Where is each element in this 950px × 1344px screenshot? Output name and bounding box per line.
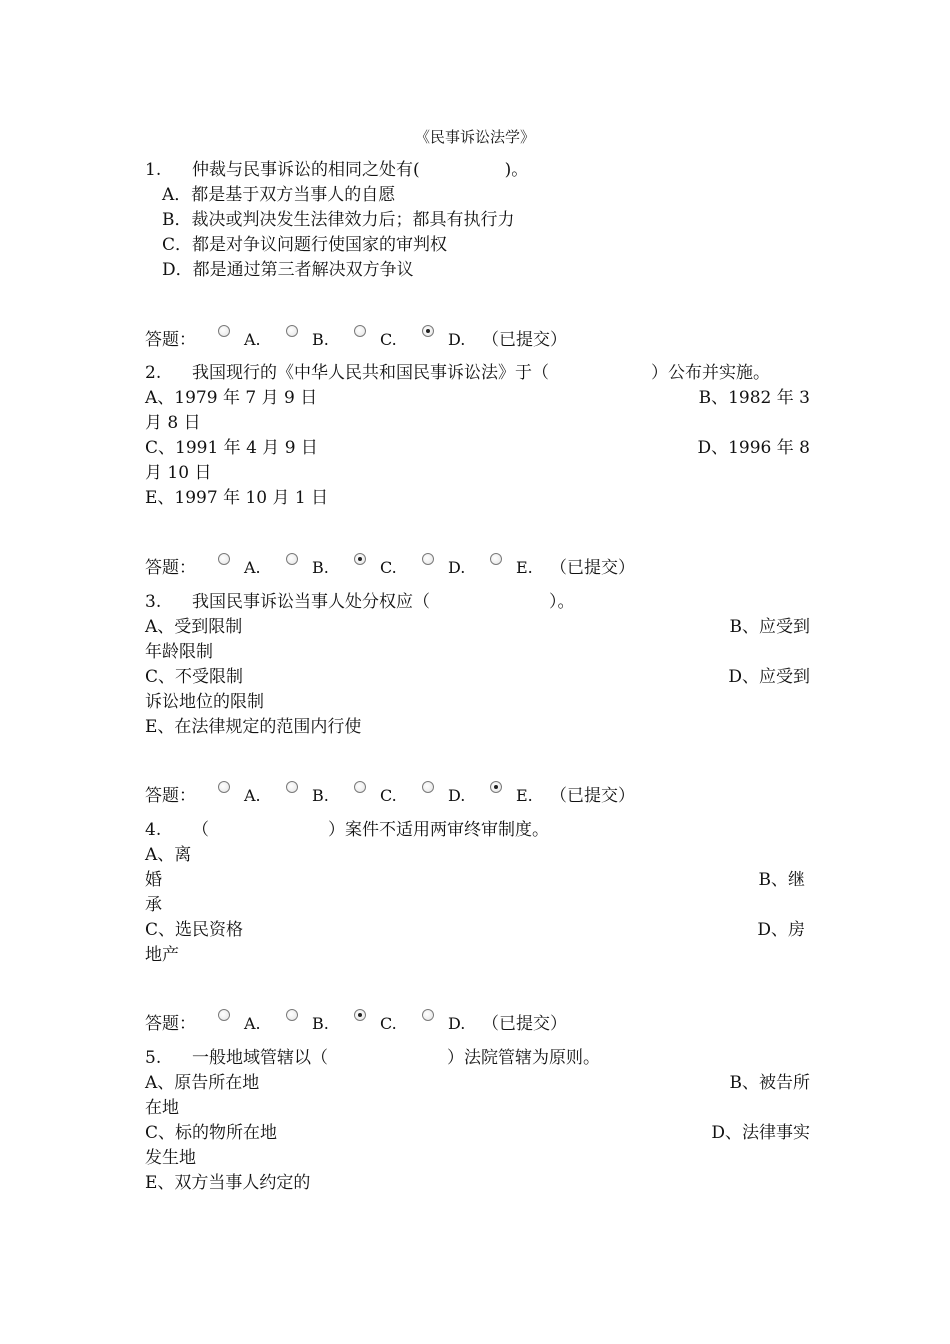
answer-row-4: 答题： A. B. C. D. （已提交） (145, 1011, 567, 1037)
option-d: D、房 (757, 920, 805, 940)
question-text: 我国民事诉讼当事人处分权应（ ）。 (192, 592, 575, 612)
question-text: 仲裁与民事诉讼的相同之处有( )。 (192, 160, 529, 180)
submitted-status: （已提交） (482, 1014, 567, 1034)
option-d: D、1996 年 8 (697, 438, 810, 458)
question-number: 3. (145, 592, 162, 612)
answer-row-1: 答题： A. B. C. D. （已提交） (145, 327, 567, 353)
answer-row-2: 答题： A. B. C. D. E. （已提交） (145, 555, 635, 581)
option-row (145, 615, 810, 640)
radio-e[interactable] (490, 553, 502, 565)
option-d: D、法律事实 (711, 1123, 810, 1143)
option-c: C、选民资格 (145, 920, 244, 940)
option-a: A．都是基于双方当事人的自愿 (162, 185, 396, 205)
option-d: D、应受到 (728, 667, 810, 687)
question-4 (145, 818, 810, 843)
option-c: C、不受限制 (145, 667, 244, 687)
option-c: C．都是对争议问题行使国家的审判权 (162, 235, 448, 255)
question-number: 1. (145, 160, 162, 180)
option-b-continued: 承 (145, 895, 162, 915)
option-e: E、1997 年 10 月 1 日 (145, 488, 329, 508)
option-row (145, 665, 810, 690)
option-b-continued: 在地 (145, 1098, 179, 1118)
option-e: E、在法律规定的范围内行使 (145, 717, 362, 737)
option-e: E、双方当事人约定的 (145, 1173, 311, 1193)
option-a: A、受到限制 (145, 617, 243, 637)
radio-b[interactable] (286, 553, 298, 565)
option-d-continued: 发生地 (145, 1148, 196, 1168)
radio-a[interactable] (218, 325, 230, 337)
option-row (145, 436, 810, 461)
question-5 (145, 1046, 810, 1071)
radio-c[interactable] (354, 781, 366, 793)
answer-label: 答题： (145, 1014, 196, 1034)
question-1 (145, 158, 810, 183)
question-number: 5. (145, 1048, 162, 1068)
radio-c[interactable] (354, 1009, 366, 1021)
radio-d[interactable] (422, 781, 434, 793)
radio-d[interactable] (422, 1009, 434, 1021)
radio-b[interactable] (286, 325, 298, 337)
option-b: B、继 (758, 870, 805, 890)
radio-a[interactable] (218, 781, 230, 793)
option-row (145, 918, 810, 943)
radio-c[interactable] (354, 325, 366, 337)
answer-label: 答题： (145, 330, 196, 350)
option-d: D．都是通过第三者解决双方争议 (162, 260, 414, 280)
option-row (145, 868, 810, 893)
radio-c[interactable] (354, 553, 366, 565)
answer-label: 答题： (145, 786, 196, 806)
option-b: B、1982 年 3 (698, 388, 810, 408)
radio-d[interactable] (422, 325, 434, 337)
option-d-continued: 地产 (145, 945, 179, 965)
option-c: C、标的物所在地 (145, 1123, 278, 1143)
option-b-continued: 年龄限制 (145, 642, 213, 662)
question-2 (145, 361, 810, 386)
option-d-continued: 月 10 日 (145, 463, 212, 483)
option-row (145, 386, 810, 411)
option-a: A、1979 年 7 月 9 日 (145, 388, 318, 408)
question-text: （ ）案件不适用两审终审制度。 (192, 820, 549, 840)
question-number: 4. (145, 820, 162, 840)
option-row (145, 1071, 810, 1096)
option-a: A、原告所在地 (145, 1073, 260, 1093)
question-text: 一般地域管辖以（ ）法院管辖为原则。 (192, 1048, 600, 1068)
option-row (145, 1121, 810, 1146)
option-b-continued: 月 8 日 (145, 413, 201, 433)
option-b: B、应受到 (729, 617, 810, 637)
option-b: B、被告所 (729, 1073, 810, 1093)
question-text: 我国现行的《中华人民共和国民事诉讼法》于（ ）公布并实施。 (192, 363, 770, 383)
submitted-status: （已提交） (550, 786, 635, 806)
radio-d[interactable] (422, 553, 434, 565)
radio-b[interactable] (286, 1009, 298, 1021)
document-title: 《民事诉讼法学》 (414, 128, 535, 146)
radio-a[interactable] (218, 553, 230, 565)
question-number: 2. (145, 363, 162, 383)
answer-label: 答题： (145, 558, 196, 578)
option-b: B．裁决或判决发生法律效力后；都具有执行力 (162, 210, 515, 230)
option-d-continued: 诉讼地位的限制 (145, 692, 264, 712)
option-c: C、1991 年 4 月 9 日 (145, 438, 318, 458)
answer-row-3: 答题： A. B. C. D. E. （已提交） (145, 783, 635, 809)
question-3 (145, 590, 810, 615)
option-a: A、离 (145, 845, 192, 865)
radio-e[interactable] (490, 781, 502, 793)
radio-b[interactable] (286, 781, 298, 793)
radio-a[interactable] (218, 1009, 230, 1021)
option-a-continued: 婚 (145, 870, 162, 890)
submitted-status: （已提交） (482, 330, 567, 350)
submitted-status: （已提交） (550, 558, 635, 578)
